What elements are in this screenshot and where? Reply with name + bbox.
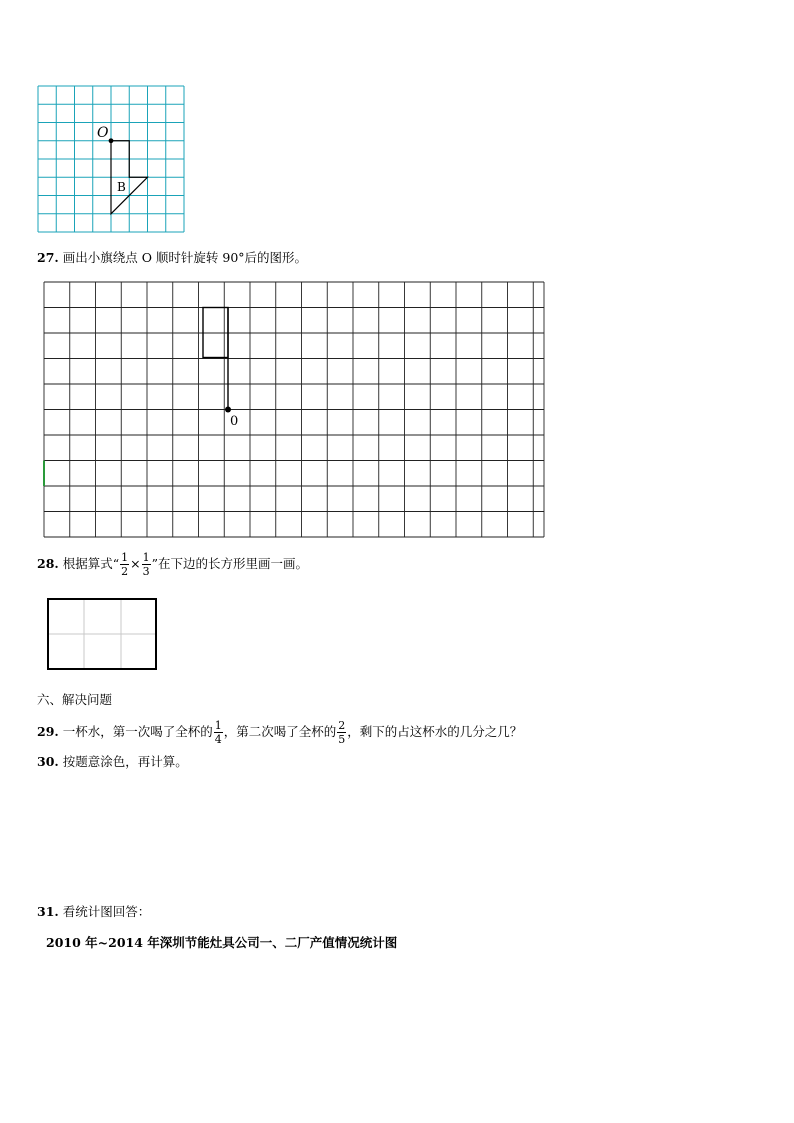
flag-grid: [42, 280, 546, 540]
question-29-number: 29.: [37, 724, 59, 739]
section-6-title: 六、解决问题: [37, 692, 113, 707]
fraction-2-5: $\frac{2}{5}$: [338, 719, 346, 746]
question-30: [37, 756, 188, 769]
shape-b-label: B: [117, 180, 126, 194]
question-28-text-after: ”在下边的长方形里画一画。: [151, 556, 309, 571]
question-28-text-before: 根据算式“: [62, 556, 120, 571]
flag-grid-lines: [44, 282, 544, 537]
question-29-text-3: ，剩下的占这杯水的几分之几？: [347, 724, 523, 739]
question-29-text-1: 一杯水，第一次喝了全杯的: [62, 724, 213, 739]
question-31-text: 看统计图回答：: [62, 904, 151, 919]
question-30-number: 30.: [37, 754, 59, 769]
fraction-1-4: $\frac{1}{4}$: [214, 719, 222, 746]
question-29: [37, 720, 522, 745]
drawing-rectangle-svg: [46, 597, 160, 673]
rotation-point-label: 0: [230, 414, 239, 429]
teal-grid: [37, 85, 187, 235]
rotation-point-dot: [225, 407, 231, 413]
question-28-number: 28.: [37, 556, 59, 571]
fraction-1-3: $\frac{1}{3}$: [142, 551, 150, 578]
point-o-dot: [109, 138, 114, 143]
point-o-label: O: [97, 125, 109, 141]
fraction-1-2: $\frac{1}{2}$: [121, 551, 129, 578]
question-27-text: 画出小旗绕点 O 顺时针旋转 90°后的图形。: [62, 250, 308, 265]
question-31-number: 31.: [37, 904, 59, 919]
question-29-text-2: ，第二次喝了全杯的: [223, 724, 337, 739]
question-31: [37, 906, 150, 919]
chart-title: 2010 年~2014 年深圳节能灶具公司一、二厂产值情况统计图: [46, 935, 398, 950]
question-28: [37, 552, 308, 577]
flag-grid-figure: [42, 280, 546, 540]
multiply-operator: ×: [130, 556, 141, 571]
question-27: [37, 252, 307, 265]
question-27-number: 27.: [37, 250, 59, 265]
drawing-rectangle: [46, 597, 160, 673]
rotation-figure: [37, 85, 187, 235]
question-30-text: 按题意涂色，再计算。: [62, 754, 188, 769]
rectangle-inner-grid: [48, 599, 156, 669]
